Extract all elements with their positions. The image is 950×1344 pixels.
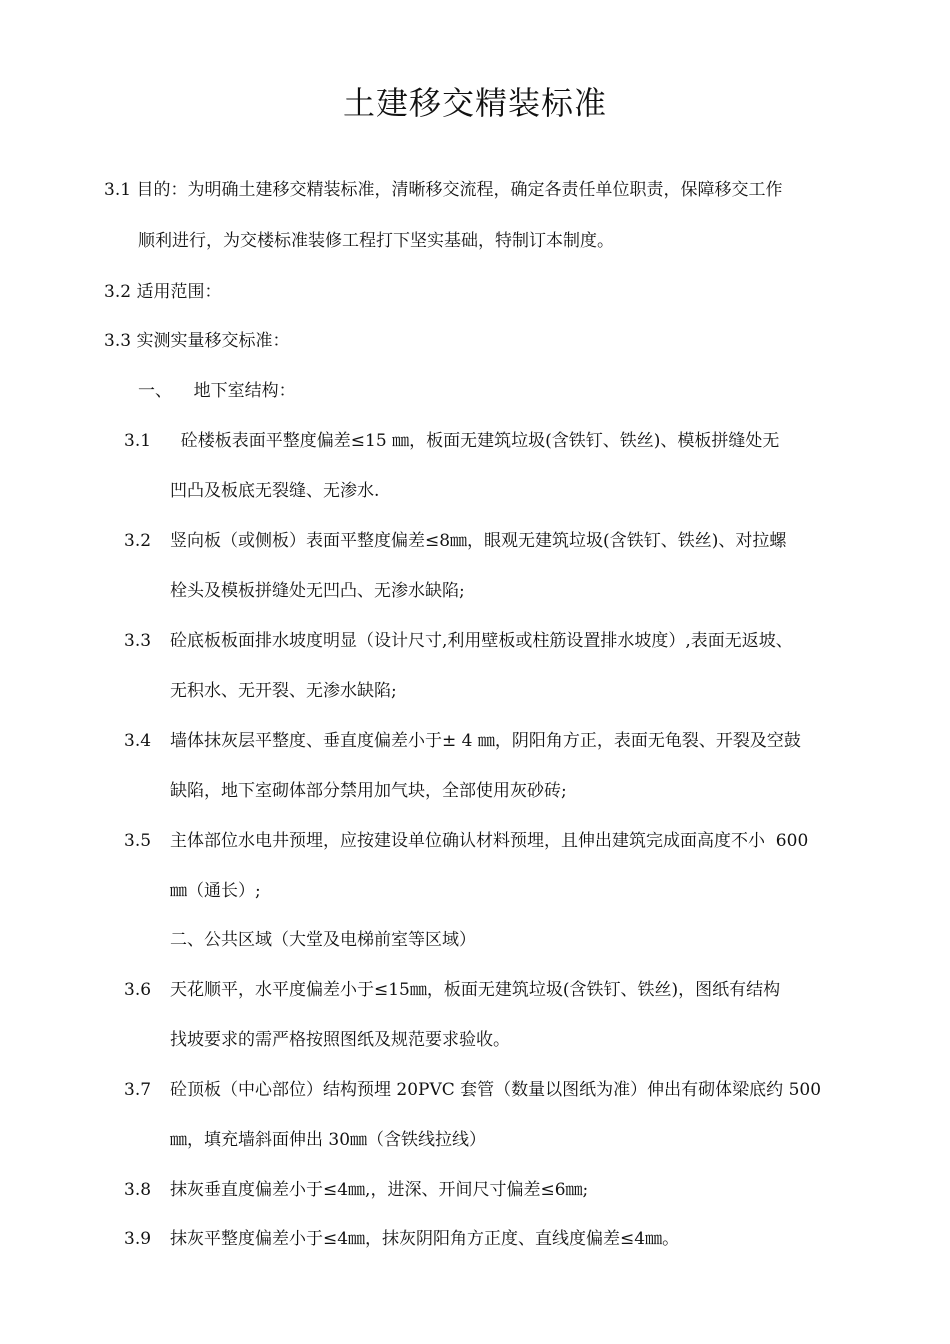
item-text-line1: 抹灰垂直度偏差小于≤4㎜,，进深、开间尺寸偏差≤6㎜; (170, 1180, 589, 1200)
item-text-line2: 找坡要求的需严格按照图纸及规范要求验收。 (170, 1030, 510, 1050)
item-number: 3.7 (124, 1080, 152, 1100)
item-number: 3.9 (124, 1229, 152, 1249)
page-title: 土建移交精装标准 (342, 84, 607, 122)
item-number: 3.3 (124, 631, 152, 651)
item-text-line2: 栓头及模板拼缝处无凹凸、无渗水缺陷; (170, 581, 465, 601)
item-number: 3.5 (124, 831, 152, 851)
item-text-line1: 砼底板板面排水坡度明显（设计尺寸,利用壁板或柱筋设置排水坡度）,表面无返坡、 (170, 631, 793, 651)
item-number: 3.1 (124, 431, 152, 451)
item-text-line1: 墙体抹灰层平整度、垂直度偏差小于± 4 ㎜，阴阳角方正，表面无龟裂、开裂及空鼓 (170, 731, 801, 751)
item-number: 3.2 (124, 531, 152, 551)
item-text-line2: 缺陷，地下室砌体部分禁用加气块，全部使用灰砂砖; (170, 781, 567, 801)
item-text-line1: 砼顶板（中心部位）结构预埋 20PVC 套管（数量以图纸为准）伸出有砌体梁底约 500 (170, 1080, 822, 1100)
section-3-2: 3.2 适用范围： (104, 282, 222, 302)
item-text-line2: ㎜（通长）; (170, 881, 261, 901)
item-text-line1: 天花顺平，水平度偏差小于≤15㎜，板面无建筑垃圾(含铁钉、铁丝)，图纸有结构 (170, 980, 781, 1000)
item-number: 3.4 (124, 731, 152, 751)
item-text-line1: 竖向板（或侧板）表面平整度偏差≤8㎜，眼观无建筑垃圾(含铁钉、铁丝)、对拉螺 (170, 531, 787, 551)
item-text-line2: 无积水、无开裂、无渗水缺陷; (170, 681, 397, 701)
section-3-3: 3.3 实测实量移交标准： (104, 331, 290, 351)
item-text-line1: 主体部位水电井预埋，应按建设单位确认材料预埋，且伸出建筑完成面高度不小 600 (170, 831, 809, 851)
item-number: 3.6 (124, 980, 152, 1000)
item-text-line2: ㎜，填充墙斜面伸出 30㎜（含铁线拉线） (170, 1130, 487, 1150)
item-text-line1: 砼楼板表面平整度偏差≤15 ㎜，板面无建筑垃圾(含铁钉、铁丝)、模板拼缝处无 (170, 431, 780, 451)
part2-heading: 二、公共区域（大堂及电梯前室等区域） (170, 930, 476, 950)
item-number: 3.8 (124, 1180, 152, 1200)
item-text-line2: 凹凸及板底无裂缝、无渗水. (170, 481, 380, 501)
part1-heading: 一、 地下室结构： (138, 381, 296, 401)
item-text-line1: 抹灰平整度偏差小于≤4㎜，抹灰阴阳角方正度、直线度偏差≤4㎜。 (170, 1229, 680, 1249)
section-3-1-line1: 3.1 目的：为明确土建移交精装标准，清晰移交流程，确定各责任单位职责，保障移交工作 (104, 180, 783, 200)
section-3-1-line2: 顺利进行，为交楼标准装修工程打下坚实基础，特制订本制度。 (138, 231, 614, 251)
